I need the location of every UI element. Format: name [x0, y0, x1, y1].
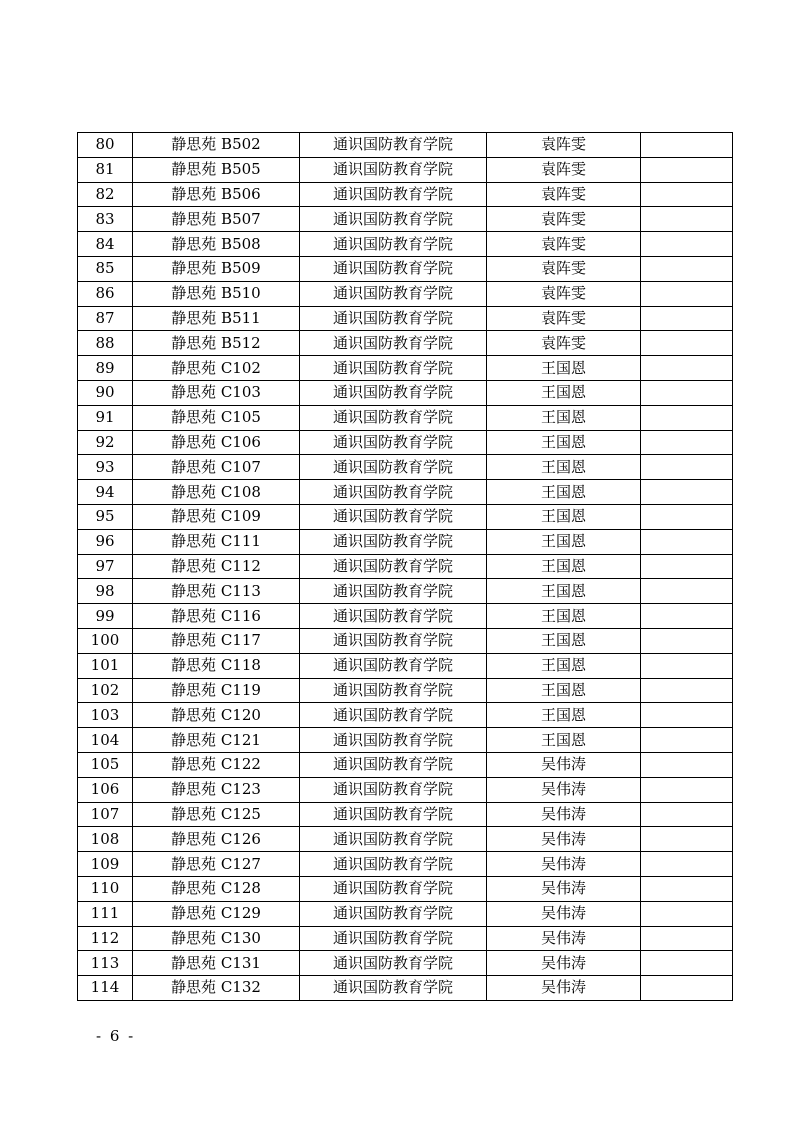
- row-number-cell: 81: [78, 157, 133, 182]
- dorm-room-cell: 静思苑 C126: [133, 827, 300, 852]
- dorm-room-cell: 静思苑 C130: [133, 926, 300, 951]
- table-row: [78, 777, 733, 802]
- table-row: [78, 951, 733, 976]
- dorm-room-cell: 静思苑 C103: [133, 380, 300, 405]
- college-cell: 通识国防教育学院: [300, 951, 487, 976]
- college-cell: 通识国防教育学院: [300, 703, 487, 728]
- dorm-room-cell: 静思苑 C127: [133, 852, 300, 877]
- dorm-room-cell: 静思苑 B508: [133, 232, 300, 257]
- note-cell: [641, 777, 733, 802]
- note-cell: [641, 752, 733, 777]
- responsible-person-cell: 王国恩: [487, 455, 641, 480]
- note-cell: [641, 182, 733, 207]
- college-cell: 通识国防教育学院: [300, 777, 487, 802]
- dorm-room-cell: 静思苑 C125: [133, 802, 300, 827]
- table-row: [78, 976, 733, 1001]
- college-cell: 通识国防教育学院: [300, 926, 487, 951]
- dorm-room-cell: 静思苑 B507: [133, 207, 300, 232]
- dorm-room-cell: 静思苑 C113: [133, 579, 300, 604]
- row-number-cell: 102: [78, 678, 133, 703]
- page-number: - 6 -: [96, 1027, 136, 1045]
- row-number-cell: 112: [78, 926, 133, 951]
- table-row: [78, 752, 733, 777]
- row-number-cell: 108: [78, 827, 133, 852]
- college-cell: 通识国防教育学院: [300, 306, 487, 331]
- responsible-person-cell: 王国恩: [487, 405, 641, 430]
- dorm-room-cell: 静思苑 C106: [133, 430, 300, 455]
- responsible-person-cell: 吴伟涛: [487, 876, 641, 901]
- table-row: [78, 554, 733, 579]
- note-cell: [641, 728, 733, 753]
- college-cell: 通识国防教育学院: [300, 504, 487, 529]
- table-row: [78, 182, 733, 207]
- college-cell: 通识国防教育学院: [300, 901, 487, 926]
- dorm-room-cell: 静思苑 C116: [133, 604, 300, 629]
- note-cell: [641, 480, 733, 505]
- responsible-person-cell: 王国恩: [487, 703, 641, 728]
- table-row: [78, 926, 733, 951]
- row-number-cell: 90: [78, 380, 133, 405]
- responsible-person-cell: 王国恩: [487, 728, 641, 753]
- responsible-person-cell: 王国恩: [487, 529, 641, 554]
- dorm-room-cell: 静思苑 C108: [133, 480, 300, 505]
- table-row: [78, 157, 733, 182]
- dorm-room-cell: 静思苑 C102: [133, 356, 300, 381]
- row-number-cell: 82: [78, 182, 133, 207]
- table-row: [78, 380, 733, 405]
- responsible-person-cell: 吴伟涛: [487, 901, 641, 926]
- row-number-cell: 96: [78, 529, 133, 554]
- responsible-person-cell: 吴伟涛: [487, 951, 641, 976]
- dorm-room-cell: 静思苑 C111: [133, 529, 300, 554]
- table-row: [78, 455, 733, 480]
- college-cell: 通识国防教育学院: [300, 182, 487, 207]
- dorm-room-cell: 静思苑 C121: [133, 728, 300, 753]
- dorm-room-cell: 静思苑 B512: [133, 331, 300, 356]
- row-number-cell: 111: [78, 901, 133, 926]
- row-number-cell: 103: [78, 703, 133, 728]
- table-row: [78, 653, 733, 678]
- college-cell: 通识国防教育学院: [300, 405, 487, 430]
- row-number-cell: 107: [78, 802, 133, 827]
- dorm-room-cell: 静思苑 C107: [133, 455, 300, 480]
- note-cell: [641, 256, 733, 281]
- note-cell: [641, 281, 733, 306]
- note-cell: [641, 529, 733, 554]
- row-number-cell: 80: [78, 133, 133, 158]
- responsible-person-cell: 王国恩: [487, 579, 641, 604]
- dorm-room-cell: 静思苑 C129: [133, 901, 300, 926]
- table-row: [78, 281, 733, 306]
- responsible-person-cell: 袁阵雯: [487, 331, 641, 356]
- note-cell: [641, 678, 733, 703]
- college-cell: 通识国防教育学院: [300, 852, 487, 877]
- responsible-person-cell: 王国恩: [487, 678, 641, 703]
- dormitory-table: [77, 132, 733, 1001]
- row-number-cell: 109: [78, 852, 133, 877]
- college-cell: 通识国防教育学院: [300, 480, 487, 505]
- table-row: [78, 852, 733, 877]
- note-cell: [641, 976, 733, 1001]
- row-number-cell: 97: [78, 554, 133, 579]
- table-row: [78, 901, 733, 926]
- table-row: [78, 256, 733, 281]
- note-cell: [641, 133, 733, 158]
- note-cell: [641, 703, 733, 728]
- row-number-cell: 94: [78, 480, 133, 505]
- dorm-room-cell: 静思苑 C105: [133, 405, 300, 430]
- college-cell: 通识国防教育学院: [300, 133, 487, 158]
- responsible-person-cell: 袁阵雯: [487, 256, 641, 281]
- row-number-cell: 98: [78, 579, 133, 604]
- college-cell: 通识国防教育学院: [300, 752, 487, 777]
- responsible-person-cell: 吴伟涛: [487, 852, 641, 877]
- note-cell: [641, 926, 733, 951]
- responsible-person-cell: 王国恩: [487, 430, 641, 455]
- responsible-person-cell: 吴伟涛: [487, 926, 641, 951]
- note-cell: [641, 232, 733, 257]
- dorm-room-cell: 静思苑 B509: [133, 256, 300, 281]
- table-row: [78, 529, 733, 554]
- note-cell: [641, 852, 733, 877]
- note-cell: [641, 554, 733, 579]
- table-row: [78, 504, 733, 529]
- note-cell: [641, 405, 733, 430]
- college-cell: 通识国防教育学院: [300, 529, 487, 554]
- note-cell: [641, 951, 733, 976]
- note-cell: [641, 157, 733, 182]
- responsible-person-cell: 王国恩: [487, 504, 641, 529]
- responsible-person-cell: 王国恩: [487, 628, 641, 653]
- table-row: [78, 728, 733, 753]
- note-cell: [641, 207, 733, 232]
- row-number-cell: 84: [78, 232, 133, 257]
- table-row: [78, 827, 733, 852]
- college-cell: 通识国防教育学院: [300, 281, 487, 306]
- row-number-cell: 113: [78, 951, 133, 976]
- college-cell: 通识国防教育学院: [300, 628, 487, 653]
- dorm-room-cell: 静思苑 C117: [133, 628, 300, 653]
- table-row: [78, 802, 733, 827]
- table-row: [78, 356, 733, 381]
- responsible-person-cell: 王国恩: [487, 380, 641, 405]
- dorm-room-cell: 静思苑 B511: [133, 306, 300, 331]
- dorm-room-cell: 静思苑 C109: [133, 504, 300, 529]
- row-number-cell: 114: [78, 976, 133, 1001]
- row-number-cell: 87: [78, 306, 133, 331]
- note-cell: [641, 876, 733, 901]
- row-number-cell: 83: [78, 207, 133, 232]
- college-cell: 通识国防教育学院: [300, 554, 487, 579]
- college-cell: 通识国防教育学院: [300, 579, 487, 604]
- note-cell: [641, 628, 733, 653]
- note-cell: [641, 356, 733, 381]
- dormitory-table-body: [78, 133, 733, 1001]
- dorm-room-cell: 静思苑 C119: [133, 678, 300, 703]
- college-cell: 通识国防教育学院: [300, 802, 487, 827]
- row-number-cell: 85: [78, 256, 133, 281]
- college-cell: 通识国防教育学院: [300, 331, 487, 356]
- row-number-cell: 92: [78, 430, 133, 455]
- responsible-person-cell: 袁阵雯: [487, 306, 641, 331]
- row-number-cell: 105: [78, 752, 133, 777]
- row-number-cell: 89: [78, 356, 133, 381]
- dorm-room-cell: 静思苑 B510: [133, 281, 300, 306]
- row-number-cell: 104: [78, 728, 133, 753]
- dorm-room-cell: 静思苑 C112: [133, 554, 300, 579]
- college-cell: 通识国防教育学院: [300, 827, 487, 852]
- responsible-person-cell: 袁阵雯: [487, 133, 641, 158]
- note-cell: [641, 901, 733, 926]
- responsible-person-cell: 王国恩: [487, 480, 641, 505]
- table-row: [78, 207, 733, 232]
- college-cell: 通识国防教育学院: [300, 356, 487, 381]
- row-number-cell: 100: [78, 628, 133, 653]
- note-cell: [641, 306, 733, 331]
- table-row: [78, 331, 733, 356]
- table-row: [78, 430, 733, 455]
- note-cell: [641, 827, 733, 852]
- row-number-cell: 99: [78, 604, 133, 629]
- dorm-room-cell: 静思苑 C123: [133, 777, 300, 802]
- dorm-room-cell: 静思苑 C118: [133, 653, 300, 678]
- dorm-room-cell: 静思苑 C131: [133, 951, 300, 976]
- row-number-cell: 110: [78, 876, 133, 901]
- dorm-room-cell: 静思苑 C132: [133, 976, 300, 1001]
- note-cell: [641, 604, 733, 629]
- table-row: [78, 480, 733, 505]
- row-number-cell: 95: [78, 504, 133, 529]
- table-row: [78, 306, 733, 331]
- note-cell: [641, 455, 733, 480]
- dorm-room-cell: 静思苑 B505: [133, 157, 300, 182]
- responsible-person-cell: 吴伟涛: [487, 802, 641, 827]
- responsible-person-cell: 吴伟涛: [487, 976, 641, 1001]
- college-cell: 通识国防教育学院: [300, 232, 487, 257]
- note-cell: [641, 380, 733, 405]
- responsible-person-cell: 袁阵雯: [487, 281, 641, 306]
- row-number-cell: 88: [78, 331, 133, 356]
- college-cell: 通识国防教育学院: [300, 430, 487, 455]
- college-cell: 通识国防教育学院: [300, 207, 487, 232]
- row-number-cell: 93: [78, 455, 133, 480]
- note-cell: [641, 653, 733, 678]
- college-cell: 通识国防教育学院: [300, 380, 487, 405]
- college-cell: 通识国防教育学院: [300, 976, 487, 1001]
- note-cell: [641, 430, 733, 455]
- responsible-person-cell: 王国恩: [487, 356, 641, 381]
- college-cell: 通识国防教育学院: [300, 256, 487, 281]
- college-cell: 通识国防教育学院: [300, 728, 487, 753]
- table-row: [78, 876, 733, 901]
- dorm-room-cell: 静思苑 C122: [133, 752, 300, 777]
- dorm-room-cell: 静思苑 C120: [133, 703, 300, 728]
- college-cell: 通识国防教育学院: [300, 604, 487, 629]
- responsible-person-cell: 袁阵雯: [487, 157, 641, 182]
- row-number-cell: 91: [78, 405, 133, 430]
- dorm-room-cell: 静思苑 B502: [133, 133, 300, 158]
- dorm-room-cell: 静思苑 B506: [133, 182, 300, 207]
- responsible-person-cell: 吴伟涛: [487, 777, 641, 802]
- table-row: [78, 678, 733, 703]
- note-cell: [641, 331, 733, 356]
- row-number-cell: 86: [78, 281, 133, 306]
- college-cell: 通识国防教育学院: [300, 455, 487, 480]
- responsible-person-cell: 王国恩: [487, 604, 641, 629]
- table-row: [78, 579, 733, 604]
- college-cell: 通识国防教育学院: [300, 653, 487, 678]
- college-cell: 通识国防教育学院: [300, 157, 487, 182]
- table-row: [78, 604, 733, 629]
- responsible-person-cell: 袁阵雯: [487, 232, 641, 257]
- dorm-room-cell: 静思苑 C128: [133, 876, 300, 901]
- note-cell: [641, 579, 733, 604]
- responsible-person-cell: 王国恩: [487, 653, 641, 678]
- row-number-cell: 101: [78, 653, 133, 678]
- responsible-person-cell: 袁阵雯: [487, 207, 641, 232]
- responsible-person-cell: 袁阵雯: [487, 182, 641, 207]
- table-row: [78, 628, 733, 653]
- note-cell: [641, 802, 733, 827]
- college-cell: 通识国防教育学院: [300, 678, 487, 703]
- college-cell: 通识国防教育学院: [300, 876, 487, 901]
- note-cell: [641, 504, 733, 529]
- responsible-person-cell: 王国恩: [487, 554, 641, 579]
- responsible-person-cell: 吴伟涛: [487, 752, 641, 777]
- row-number-cell: 106: [78, 777, 133, 802]
- responsible-person-cell: 吴伟涛: [487, 827, 641, 852]
- table-row: [78, 405, 733, 430]
- table-row: [78, 133, 733, 158]
- table-row: [78, 232, 733, 257]
- table-row: [78, 703, 733, 728]
